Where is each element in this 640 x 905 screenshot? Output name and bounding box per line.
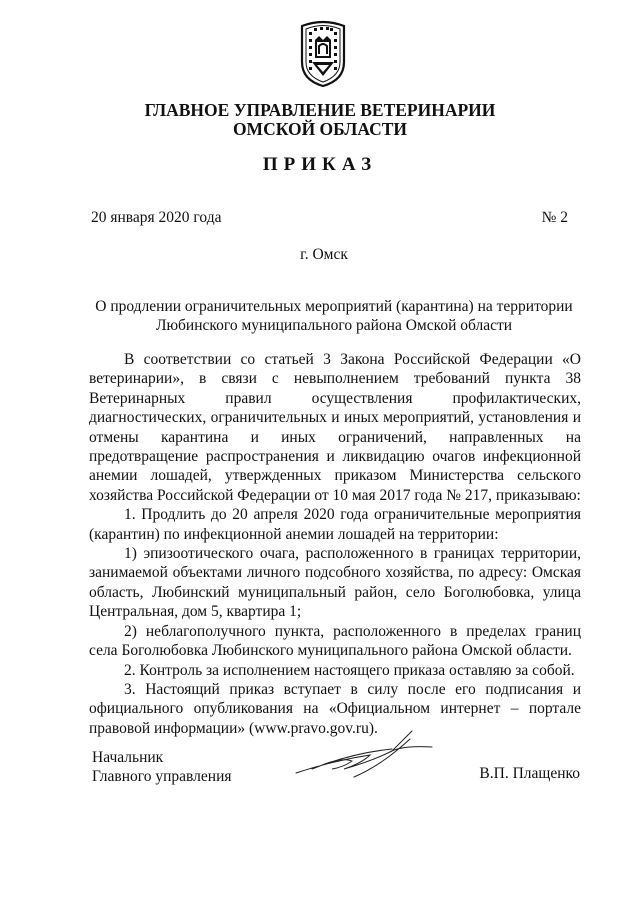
signatory-name: В.П. Плащенко <box>479 765 580 782</box>
position-line-1: Начальник <box>92 749 164 766</box>
order-subitem-2: 2) неблагополучного пункта, расположенного в пределах границ села Боголюбовка Любинского муниципального района Омской области. <box>89 622 581 660</box>
document-number: № 2 <box>541 209 568 226</box>
coat-of-arms-icon <box>298 18 348 88</box>
document-type-title: ПРИКАЗ <box>262 154 378 175</box>
document-city: г. Омск <box>300 246 348 263</box>
preamble-paragraph: В соответствии со статьей 3 Закона Российской Федерации «О ветеринарии», в связи с невыполнением требований пункта 38 Ветеринарных правил осуществления профилактических, диагностических, ограничительных и иных мероприятий, установления и отмены карантина и иных ограничений, направленных на предотвращение распространения и ликвидацию очагов инфекционной анемии лошадей, утвержденных приказом Министерства сельского хозяйства Российской Федерации от 10 мая 2017 года № 217, приказываю: <box>89 351 581 504</box>
order-item-3: 3. Настоящий приказ вступает в силу после его подписания и официального опубликования на «Официальном интернет – портале правовой информации» (www.pravo.gov.ru). <box>89 680 581 737</box>
document-subject <box>90 297 578 335</box>
subject-line-1: О продлении ограничительных мероприятий (карантина) на территории <box>95 298 573 315</box>
order-subitem-1: 1) эпизоотического очага, расположенного в границах территории, занимаемой объектами личного подсобного хозяйства, по адресу: Омская область, Любинский муниципальный район, село Боголюбовка, улица Центральная, дом 5, квартира 1; <box>89 545 581 621</box>
signatory-position <box>92 748 232 786</box>
document-body <box>89 350 581 738</box>
document-date: 20 января 2020 года <box>91 209 222 226</box>
org-line-1: ГЛАВНОЕ УПРАВЛЕНИЕ ВЕТЕРИНАРИИ <box>144 100 496 120</box>
handwritten-signature-icon <box>292 725 442 785</box>
org-line-2: ОМСКОЙ ОБЛАСТИ <box>232 119 408 139</box>
subject-line-2: Любинского муниципального района Омской области <box>155 317 513 334</box>
order-item-2: 2. Контроль за исполнением настоящего приказа оставляю за собой. <box>124 661 575 679</box>
organization-name <box>0 101 640 139</box>
order-item-1: 1. Продлить до 20 апреля 2020 года ограничительные мероприятия (карантин) по инфекционной анемии лошадей на территории: <box>89 506 581 543</box>
position-line-2: Главного управления <box>92 768 232 785</box>
